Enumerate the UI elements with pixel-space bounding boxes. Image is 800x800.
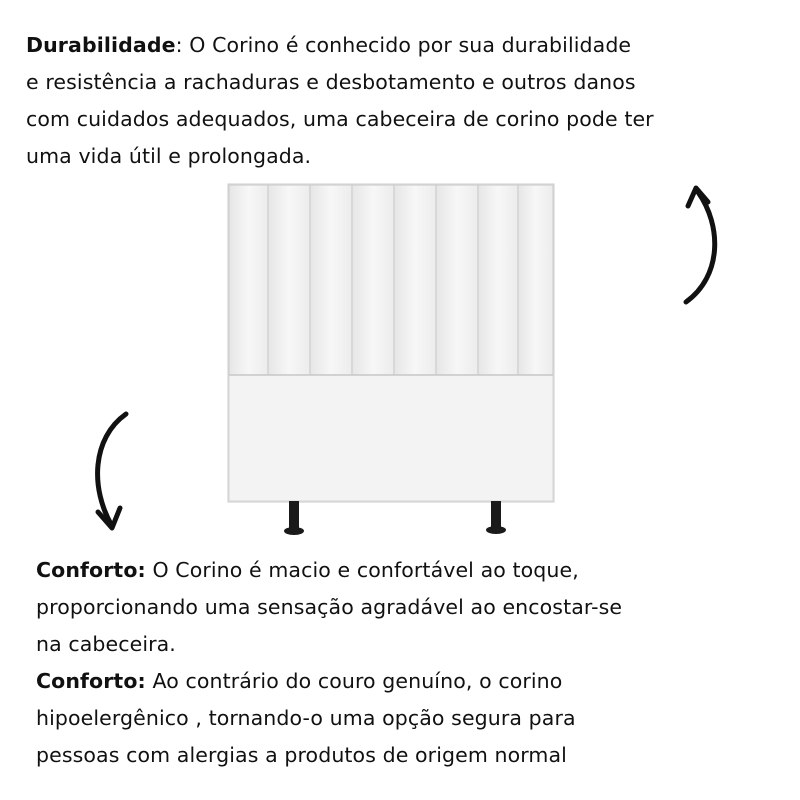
durability-line: com cuidados adequados, uma cabeceira de corino pode ter [26,107,654,131]
durability-paragraph [26,27,654,175]
comfort-heading: Conforto: [36,558,146,582]
durability-first-line-text: : O Corino é conhecido por sua durabilidade [175,33,632,57]
durability-line: uma vida útil e prolongada. [26,144,312,168]
headboard-image [220,178,562,538]
comfort-first-line [36,552,622,589]
hypoallergenic-line: hipoelergênico , tornando-o uma opção segura para [36,706,576,730]
comfort-first-line-text: O Corino é macio e confortável ao toque, [145,558,579,582]
durability-heading: Durabilidade [26,33,176,57]
comfort-line: proporcionando uma sensação agradável ao encostar-se [36,595,623,619]
curved-arrow-down-icon [86,408,138,536]
comfort-section [36,552,622,774]
durability-line: e resistência a rachaduras e desbotamento e outros danos [26,70,636,94]
comfort-line: na cabeceira. [36,632,176,656]
hypoallergenic-first-line [36,663,622,700]
hypoallergenic-line: pessoas com alergias a produtos de origem normal [36,743,567,767]
hypoallergenic-heading: Conforto: [36,669,146,693]
curved-arrow-up-icon [676,180,728,308]
durability-first-line [26,27,654,64]
hypoallergenic-first-line-text: Ao contrário do couro genuíno, o corino [145,669,563,693]
